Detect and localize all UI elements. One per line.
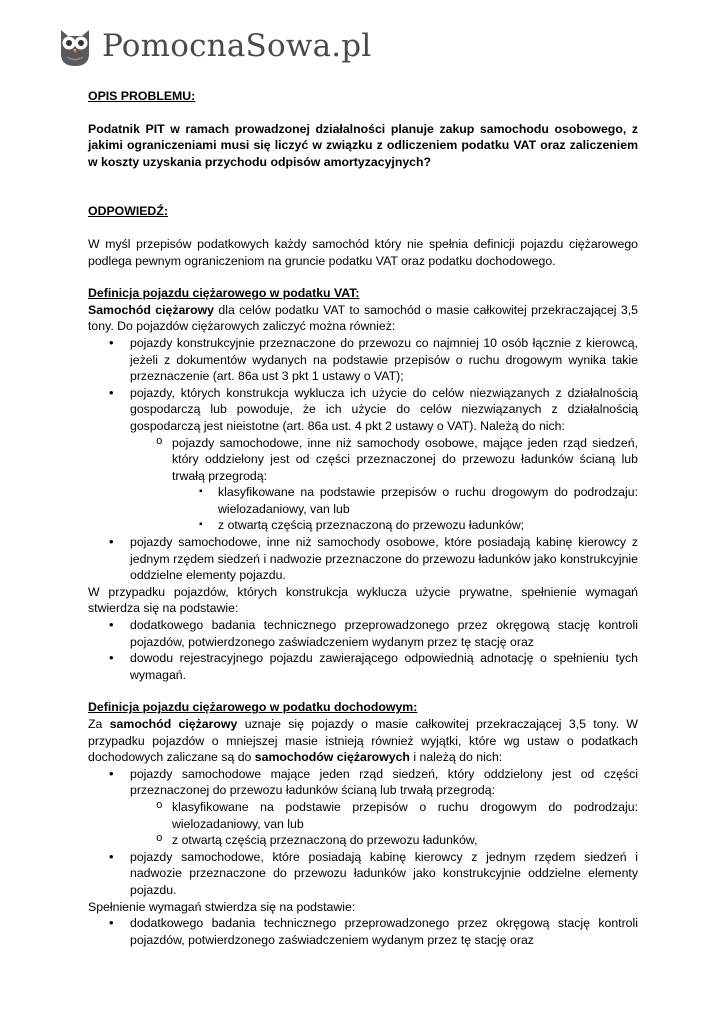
list-item: • pojazdy samochodowe, które posiadają kabinę kierowcy z jednym rzędem siedzeń i nadwozie przeznaczone do przewozu ładunków jako konstrukcyjnie oddzielne elementy pojazdu.: [88, 849, 638, 899]
brand-name: PomocnaSowa.pl: [102, 28, 372, 64]
list-item: • pojazdy samochodowe, inne niż samochody osobowe, które posiadają kabinę kierowcy z jednym rzędem siedzeń i nadwozie przeznaczone do przewozu ładunków jako konstrukcyjnie oddzielne elementy pojazdu.: [88, 534, 638, 584]
list-item: • dodatkowego badania technicznego przeprowadzonego przez okręgową stację kontroli pojazdów, potwierdzonego zaświadczeniem wydanym przez tę stację oraz: [88, 915, 638, 948]
subsublist-item: ▪ klasyfikowane na podstawie przepisów o ruchu drogowym do podrodzaju: wielozadaniowy, van lub: [172, 484, 638, 517]
sublist-item: o klasyfikowane na podstawie przepisów o ruchu drogowym do podrodzaju: wielozadaniowy, van lub: [130, 799, 638, 832]
list-item: • dowodu rejestracyjnego pojazdu zawierającego odpowiednią adnotację o spełnieniu tych wymagań.: [88, 650, 638, 683]
income-lead-bold-1: samochód ciężarowy: [109, 717, 238, 731]
vat-subsublist: [172, 484, 638, 534]
vat-private-text: W przypadku pojazdów, których konstrukcja wyklucza użycie prywatne, spełnienie wymagań stwierdza się na podstawie:: [88, 584, 638, 616]
vat-list: [88, 335, 638, 584]
list-item: [88, 766, 638, 849]
income-lead-bold-2: samochodów ciężarowych: [254, 750, 410, 765]
vat-sublist: [130, 435, 638, 535]
vat-lead: [88, 302, 638, 335]
income-heading: Definicja pojazdu ciężarowego w podatku dochodowym:: [88, 700, 418, 715]
income-basis-list: [88, 915, 638, 948]
vat-basis-list: [88, 617, 638, 683]
income-lead-t3: i należą do nich:: [409, 750, 503, 765]
site-header: [58, 22, 371, 70]
answer-intro: W myśl przepisów podatkowych każdy samochód który nie spełnia definicji pojazdu ciężarowego podlega pewnym ograniczeniom na gruncie podatku VAT oraz podatku dochodowego.: [88, 236, 638, 268]
income-sublist: [130, 799, 638, 849]
problem-heading: OPIS PROBLEMU:: [88, 89, 196, 103]
list-item: [88, 385, 638, 534]
list-item-text: pojazdy, których konstrukcja wyklucza ich użycie do celów niezwiązanych z działalnością gospodarczą lub powoduje, że ich użycie do celów niezwiązanych z działalnością gospodarczą jest nieistotne (art. 86a ust. 4 pkt 2 ustawy o VAT). Należą do nich:: [130, 385, 638, 433]
vat-lead-bold: Samochód ciężarowy: [88, 302, 215, 317]
vat-heading: Definicja pojazdu ciężarowego w podatku VAT:: [88, 286, 360, 301]
sublist-item-text: pojazdy samochodowe, inne niż samochody osobowe, mające jeden rząd siedzeń, który oddzielony jest od części przeznaczonej do przewozu ładunków ścianą lub trwałą przegrodą:: [172, 435, 638, 483]
income-req-text: Spełnienie wymagań stwierdza się na podstawie:: [88, 899, 356, 914]
income-lead-t2: uznaje się pojazdy o masie całkowitej przekraczającej 3,5 tony. W przypadku pojazdów o mniejszej masie istnieją również wyjątki, które wg ustaw o podatkach dochodowych zaliczane są do: [88, 717, 638, 765]
list-item: • dodatkowego badania technicznego przeprowadzonego przez okręgową stację kontroli pojazdów, potwierdzonego zaświadczeniem wydanym przez tę stację oraz: [88, 617, 638, 650]
answer-heading: ODPOWIEDŹ:: [88, 204, 168, 219]
income-lead: [88, 716, 638, 766]
owl-icon: [58, 24, 92, 68]
subsublist-item: ▪ z otwartą częścią przeznaczoną do przewozu ładunków;: [172, 517, 638, 534]
vat-lead-text: dla celów podatku VAT to samochód o masie całkowitej przekraczającej 3,5 tony. Do pojazdów ciężarowych zaliczyć można również:: [88, 302, 638, 334]
list-item-text: pojazdy samochodowe mające jeden rząd siedzeń, który oddzielony jest od części przeznaczonej do przewozu ładunków ścianą lub trwałą przegrodą:: [130, 766, 638, 798]
income-lead-t1: Za: [88, 717, 110, 731]
document-body: [88, 88, 638, 948]
list-item: • pojazdy konstrukcyjnie przeznaczone do przewozu co najmniej 10 osób łącznie z kierowcą, jeżeli z dokumentów wydanych na podstawie przepisów o ruchu drogowym wynika takie przeznaczenie (art. 86a ust 3 pkt 1 ustawy o VAT);: [88, 335, 638, 385]
sublist-item: o z otwartą częścią przeznaczoną do przewozu ładunków,: [130, 832, 638, 849]
income-list: [88, 766, 638, 899]
problem-text: Podatnik PIT w ramach prowadzonej działalności planuje zakup samochodu osobowego, z jakimi ograniczeniami musi się liczyć w związku z odliczeniem podatku VAT oraz zaliczeniem w koszty uzyskania przychodu odpisów amortyzacyjnych?: [88, 121, 638, 169]
sublist-item: [130, 435, 638, 535]
